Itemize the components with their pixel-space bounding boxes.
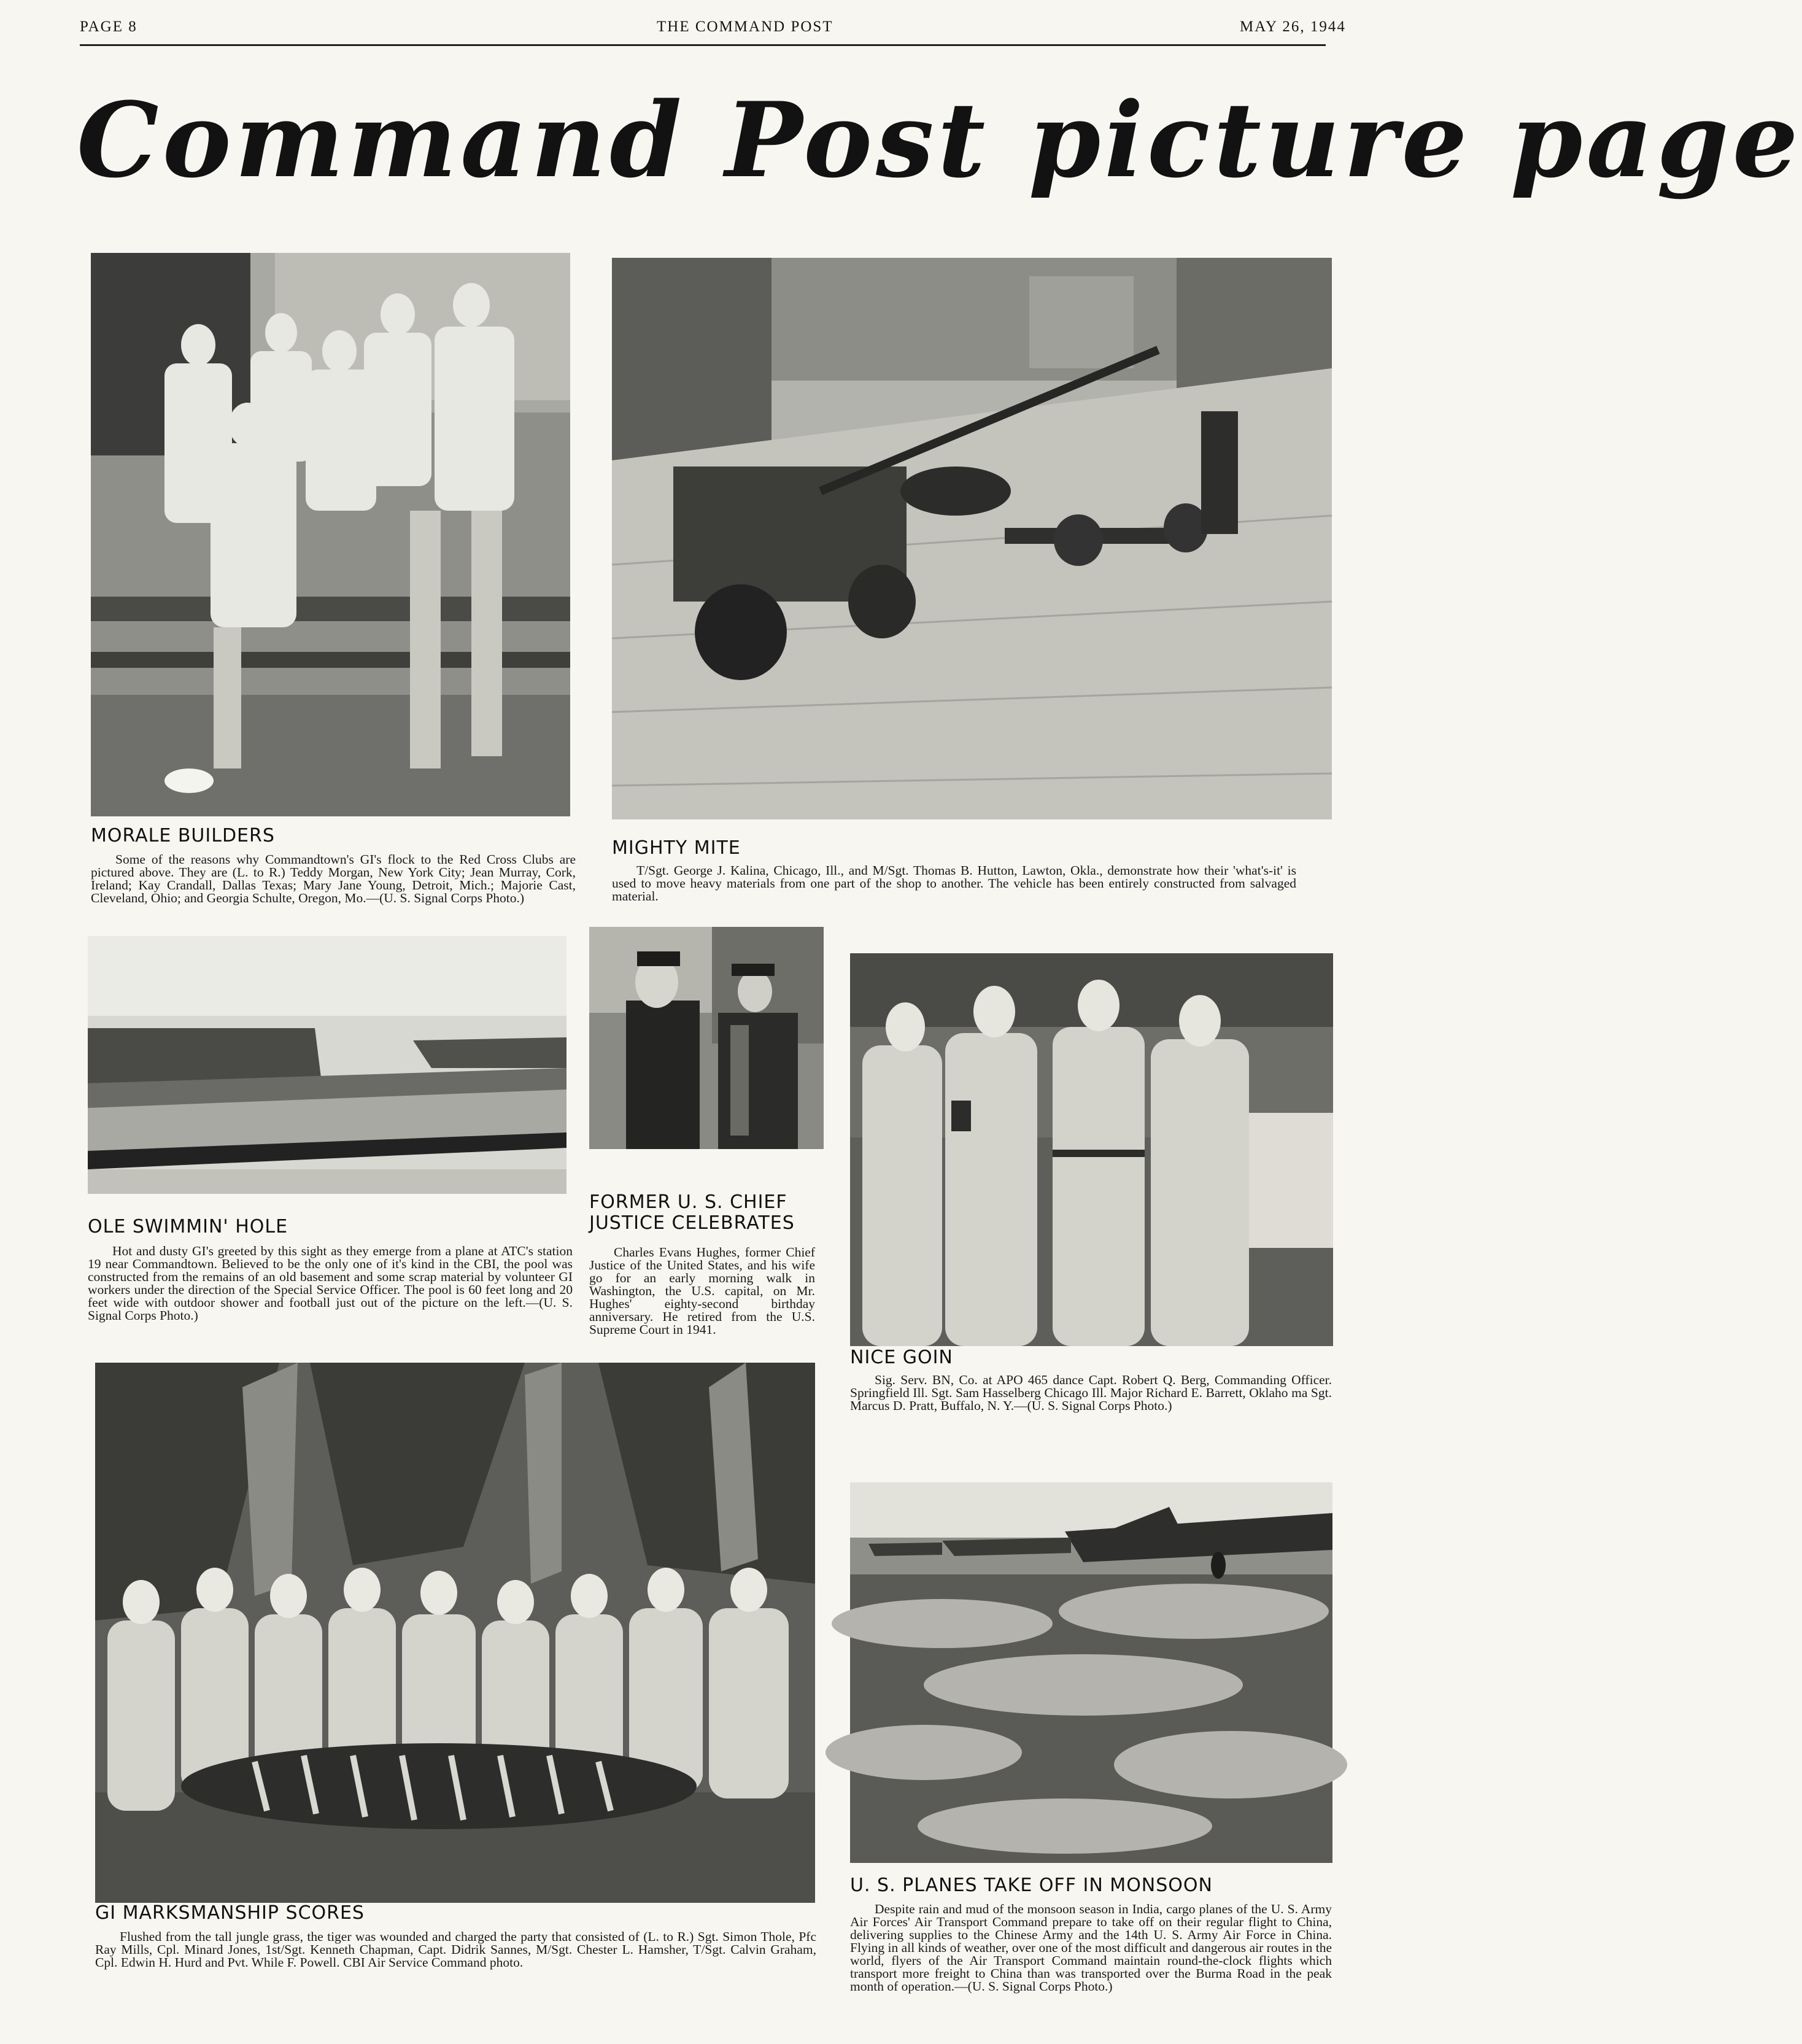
mighty-mite-photo [612, 258, 1332, 819]
nice-goin-caption: Sig. Serv. BN, Co. at APO 465 dance Capt. Robert Q. Berg, Commanding Officer. Springfield Ill. Sgt. Sam Hasselberg Chicago Ill. Major Richard E. Barrett, Oklaho ma Sgt. Marcus D. Pratt, Buffalo, N. Y.—(U. S. Signal Corps Photo.) [850, 1372, 1332, 1413]
issue-date: MAY 26, 1944 [1240, 18, 1346, 35]
morale-builders-photo [91, 253, 570, 816]
header-rule [80, 44, 1326, 46]
morale-builders-caption: Some of the reasons why Commandtown's GI's flock to the Red Cross Clubs are pictured above. They are (L. to R.) Teddy Morgan, New York City; Jean Murray, Cork, Ireland; Kay Crandall, Dallas Texas; Mary Jane Young, Detroit, Mich.; Majorie Cast, Cleveland, Ohio; and Georgia Schulte, Oregon, Mo.—(U. S. Signal Corps Photo.) [91, 852, 576, 905]
chief-justice-photo [589, 927, 824, 1149]
marksmanship-photo [95, 1363, 815, 1903]
page-title: Command Post picture page [77, 79, 1802, 201]
marksmanship-caption: Flushed from the tall jungle grass, the tiger was wounded and charged the party that consisted of (L. to R.) Sgt. Simon Thole, Pfc Ray Mills, Cpl. Minard Jones, 1st/Sgt. Kenneth Chapman, Capt. Didrik Sannes, M/Sgt. Chester L. Hamsher, T/Sgt. Calvin Graham, Cpl. Edwin H. Hurd and Pvt. While F. Powell. CBI Air Service Command photo. [95, 1929, 816, 1970]
swimming-hole-photo [88, 936, 567, 1194]
morale-builders-headline: MORALE BUILDERS [91, 825, 275, 846]
mighty-mite-headline: MIGHTY MITE [612, 837, 741, 859]
monsoon-planes-caption: Despite rain and mud of the monsoon season in India, cargo planes of the U. S. Army Air Forces' Air Transport Command prepare to take off on their regular flight to China, delivering supplies to the Chinese Army and the 14th U. S. Army Air Force in China. Flying in all kinds of weather, over one of the most difficult and dangerous air routes in the world, flyers of the Air Transport Command maintain round-the-clock flights which transport more freight to China than was transported over the Burma Road in the peak month of operation.—(U. S. Signal Corps Photo.) [850, 1902, 1332, 1994]
chief-justice-caption: Charles Evans Hughes, former Chief Justice of the United States, and his wife go for an early morning walk in Washington, the U.S. capital, on Mr. Hughes' eighty-second birthday anniversary. He retired from the U.S. Supreme Court in 1941. [589, 1245, 815, 1337]
swimming-hole-caption: Hot and dusty GI's greeted by this sight as they emerge from a plane at ATC's station 19 near Commandtown. Believed to be the only one of it's kind in the CBI, the pool was constructed from the remains of an old basement and some scrap material by volunteer GI workers under the direction of the Special Service Officer. The pool is 60 feet long and 20 feet wide with outdoor shower and football just out of the picture on the left.—(U. S. Signal Corps Photo.) [88, 1244, 573, 1323]
marksmanship-headline: GI MARKSMANSHIP SCORES [95, 1902, 365, 1924]
monsoon-planes-photo [850, 1482, 1332, 1863]
chief-justice-headline: FORMER U. S. CHIEF JUSTICE CELEBRATES [589, 1191, 795, 1234]
paper-name: THE COMMAND POST [657, 18, 833, 35]
swimming-hole-headline: OLE SWIMMIN' HOLE [88, 1216, 288, 1237]
monsoon-planes-headline: U. S. PLANES TAKE OFF IN MONSOON [850, 1875, 1213, 1896]
mighty-mite-caption: T/Sgt. George J. Kalina, Chicago, Ill., and M/Sgt. Thomas B. Hutton, Lawton, Okla., demonstrate how their 'what's-it' is used to move heavy materials from one part of the shop to another. The vehicle has been entirely constructed from salvaged material. [612, 863, 1296, 904]
nice-goin-photo [850, 953, 1333, 1346]
page-number: PAGE 8 [80, 18, 137, 35]
nice-goin-headline: NICE GOIN [850, 1347, 953, 1368]
